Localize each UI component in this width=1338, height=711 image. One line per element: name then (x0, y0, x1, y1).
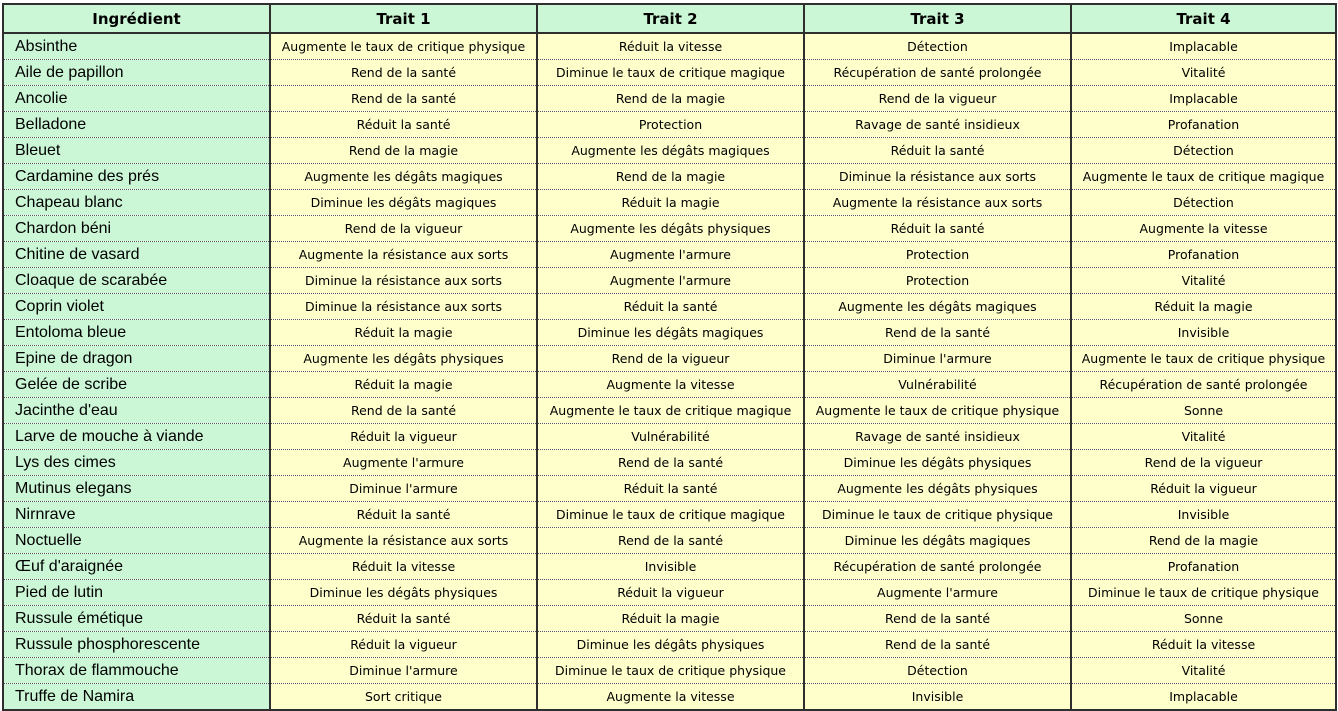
trait-2-cell[interactable]: Diminue les dégâts physiques (537, 632, 804, 658)
trait-3-cell[interactable]: Augmente la résistance aux sorts (804, 190, 1071, 216)
ingredient-name-cell[interactable]: Œuf d'araignée (3, 554, 270, 580)
trait-1-cell[interactable]: Réduit la santé (270, 112, 537, 138)
trait-4-cell[interactable]: Invisible (1071, 320, 1336, 346)
trait-3-cell[interactable]: Rend de la santé (804, 606, 1071, 632)
trait-4-cell[interactable]: Augmente la vitesse (1071, 216, 1336, 242)
table-row (3, 528, 1336, 554)
trait-3-cell[interactable]: Augmente le taux de critique physique (804, 398, 1071, 424)
trait-1-cell[interactable]: Réduit la vitesse (270, 554, 537, 580)
trait-4-cell[interactable]: Invisible (1071, 502, 1336, 528)
table-row (3, 606, 1336, 632)
ingredient-name-cell[interactable]: Cloaque de scarabée (3, 268, 270, 294)
spreadsheet-view (2, 3, 1337, 711)
trait-4-cell[interactable]: Vitalité (1071, 60, 1336, 86)
trait-2-cell[interactable]: Réduit la vigueur (537, 580, 804, 606)
trait-4-cell[interactable]: Diminue le taux de critique physique (1071, 580, 1336, 606)
table-row (3, 216, 1336, 242)
trait-1-cell[interactable]: Diminue l'armure (270, 658, 537, 684)
trait-2-cell[interactable]: Rend de la santé (537, 528, 804, 554)
table-row (3, 242, 1336, 268)
trait-3-cell[interactable]: Protection (804, 242, 1071, 268)
ingredient-name-cell[interactable]: Thorax de flammouche (3, 658, 270, 684)
trait-1-cell[interactable]: Augmente l'armure (270, 450, 537, 476)
trait-4-cell[interactable]: Profanation (1071, 554, 1336, 580)
header-ingredient[interactable]: Ingrédient (3, 4, 270, 33)
trait-1-cell[interactable]: Augmente la résistance aux sorts (270, 528, 537, 554)
trait-2-cell[interactable]: Augmente la vitesse (537, 684, 804, 711)
trait-1-cell[interactable]: Diminue la résistance aux sorts (270, 294, 537, 320)
trait-1-cell[interactable]: Rend de la santé (270, 60, 537, 86)
trait-3-cell[interactable]: Récupération de santé prolongée (804, 554, 1071, 580)
trait-3-cell[interactable]: Détection (804, 658, 1071, 684)
ingredient-name-cell[interactable]: Larve de mouche à viande (3, 424, 270, 450)
table-row (3, 190, 1336, 216)
trait-4-cell[interactable]: Implacable (1071, 86, 1336, 112)
trait-2-cell[interactable]: Augmente le taux de critique magique (537, 398, 804, 424)
trait-2-cell[interactable]: Réduit la magie (537, 190, 804, 216)
header-trait-4[interactable]: Trait 4 (1071, 4, 1336, 33)
trait-3-cell[interactable]: Détection (804, 33, 1071, 60)
trait-3-cell[interactable]: Rend de la vigueur (804, 86, 1071, 112)
table-row (3, 424, 1336, 450)
trait-1-cell[interactable]: Réduit la santé (270, 502, 537, 528)
table-row (3, 33, 1336, 60)
trait-2-cell[interactable]: Réduit la santé (537, 294, 804, 320)
trait-3-cell[interactable]: Augmente les dégâts physiques (804, 476, 1071, 502)
trait-3-cell[interactable]: Vulnérabilité (804, 372, 1071, 398)
trait-1-cell[interactable]: Rend de la vigueur (270, 216, 537, 242)
header-trait-2[interactable]: Trait 2 (537, 4, 804, 33)
ingredient-name-cell[interactable]: Belladone (3, 112, 270, 138)
trait-2-cell[interactable]: Diminue le taux de critique magique (537, 502, 804, 528)
table-row (3, 112, 1336, 138)
ingredient-name-cell[interactable]: Russule émétique (3, 606, 270, 632)
table-row (3, 554, 1336, 580)
trait-1-cell[interactable]: Diminue les dégâts magiques (270, 190, 537, 216)
ingredient-name-cell[interactable]: Absinthe (3, 33, 270, 60)
trait-4-cell[interactable]: Augmente le taux de critique magique (1071, 164, 1336, 190)
trait-3-cell[interactable]: Rend de la santé (804, 632, 1071, 658)
trait-2-cell[interactable]: Réduit la magie (537, 606, 804, 632)
trait-2-cell[interactable]: Augmente l'armure (537, 268, 804, 294)
table-row (3, 684, 1336, 711)
table-row (3, 580, 1336, 606)
table-row (3, 632, 1336, 658)
trait-4-cell[interactable]: Réduit la vitesse (1071, 632, 1336, 658)
trait-2-cell[interactable]: Augmente les dégâts physiques (537, 216, 804, 242)
ingredient-name-cell[interactable]: Epine de dragon (3, 346, 270, 372)
trait-2-cell[interactable]: Rend de la magie (537, 86, 804, 112)
trait-4-cell[interactable]: Rend de la magie (1071, 528, 1336, 554)
ingredient-name-cell[interactable]: Ancolie (3, 86, 270, 112)
trait-1-cell[interactable]: Augmente les dégâts physiques (270, 346, 537, 372)
table-row (3, 86, 1336, 112)
table-row (3, 502, 1336, 528)
trait-3-cell[interactable]: Diminue le taux de critique physique (804, 502, 1071, 528)
ingredient-name-cell[interactable]: Russule phosphorescente (3, 632, 270, 658)
table-row (3, 164, 1336, 190)
ingredient-name-cell[interactable]: Lys des cimes (3, 450, 270, 476)
table-row (3, 372, 1336, 398)
trait-3-cell[interactable]: Augmente les dégâts magiques (804, 294, 1071, 320)
trait-2-cell[interactable]: Rend de la vigueur (537, 346, 804, 372)
trait-2-cell[interactable]: Rend de la magie (537, 164, 804, 190)
trait-3-cell[interactable]: Rend de la santé (804, 320, 1071, 346)
trait-3-cell[interactable]: Réduit la santé (804, 216, 1071, 242)
table-row (3, 346, 1336, 372)
ingredients-table (2, 3, 1337, 711)
trait-3-cell[interactable]: Récupération de santé prolongée (804, 60, 1071, 86)
table-header (3, 4, 1336, 33)
trait-2-cell[interactable]: Augmente l'armure (537, 242, 804, 268)
ingredient-name-cell[interactable]: Bleuet (3, 138, 270, 164)
trait-2-cell[interactable]: Vulnérabilité (537, 424, 804, 450)
ingredient-name-cell[interactable]: Jacinthe d'eau (3, 398, 270, 424)
trait-4-cell[interactable]: Sonne (1071, 398, 1336, 424)
ingredient-name-cell[interactable]: Gelée de scribe (3, 372, 270, 398)
trait-4-cell[interactable]: Implacable (1071, 684, 1336, 711)
table-row (3, 320, 1336, 346)
trait-2-cell[interactable]: Rend de la santé (537, 450, 804, 476)
trait-1-cell[interactable]: Augmente les dégâts magiques (270, 164, 537, 190)
trait-4-cell[interactable]: Rend de la vigueur (1071, 450, 1336, 476)
trait-2-cell[interactable]: Diminue les dégâts magiques (537, 320, 804, 346)
trait-2-cell[interactable]: Réduit la vitesse (537, 33, 804, 60)
table-row (3, 658, 1336, 684)
trait-1-cell[interactable]: Diminue les dégâts physiques (270, 580, 537, 606)
ingredient-name-cell[interactable]: Aile de papillon (3, 60, 270, 86)
ingredient-name-cell[interactable]: Truffe de Namira (3, 684, 270, 711)
trait-4-cell[interactable]: Implacable (1071, 33, 1336, 60)
ingredient-name-cell[interactable]: Coprin violet (3, 294, 270, 320)
header-row (3, 4, 1336, 33)
table-row (3, 138, 1336, 164)
ingredient-name-cell[interactable]: Cardamine des prés (3, 164, 270, 190)
trait-4-cell[interactable]: Profanation (1071, 112, 1336, 138)
trait-3-cell[interactable]: Protection (804, 268, 1071, 294)
trait-1-cell[interactable]: Rend de la santé (270, 398, 537, 424)
trait-3-cell[interactable]: Réduit la santé (804, 138, 1071, 164)
trait-1-cell[interactable]: Réduit la vigueur (270, 424, 537, 450)
trait-1-cell[interactable]: Réduit la magie (270, 372, 537, 398)
trait-4-cell[interactable]: Vitalité (1071, 424, 1336, 450)
trait-3-cell[interactable]: Ravage de santé insidieux (804, 424, 1071, 450)
trait-4-cell[interactable]: Réduit la vigueur (1071, 476, 1336, 502)
table-row (3, 60, 1336, 86)
trait-1-cell[interactable]: Augmente le taux de critique physique (270, 33, 537, 60)
trait-3-cell[interactable]: Invisible (804, 684, 1071, 711)
trait-2-cell[interactable]: Protection (537, 112, 804, 138)
trait-1-cell[interactable]: Rend de la magie (270, 138, 537, 164)
table-row (3, 476, 1336, 502)
trait-1-cell[interactable]: Diminue l'armure (270, 476, 537, 502)
trait-4-cell[interactable]: Réduit la magie (1071, 294, 1336, 320)
trait-2-cell[interactable]: Réduit la santé (537, 476, 804, 502)
trait-4-cell[interactable]: Profanation (1071, 242, 1336, 268)
table-body (3, 33, 1336, 710)
ingredient-name-cell[interactable]: Noctuelle (3, 528, 270, 554)
ingredient-name-cell[interactable]: Pied de lutin (3, 580, 270, 606)
trait-1-cell[interactable]: Réduit la santé (270, 606, 537, 632)
ingredient-name-cell[interactable]: Chitine de vasard (3, 242, 270, 268)
trait-4-cell[interactable]: Sonne (1071, 606, 1336, 632)
trait-2-cell[interactable]: Augmente la vitesse (537, 372, 804, 398)
table-row (3, 398, 1336, 424)
trait-2-cell[interactable]: Diminue le taux de critique magique (537, 60, 804, 86)
trait-1-cell[interactable]: Réduit la vigueur (270, 632, 537, 658)
trait-2-cell[interactable]: Augmente les dégâts magiques (537, 138, 804, 164)
trait-2-cell[interactable]: Invisible (537, 554, 804, 580)
ingredient-name-cell[interactable]: Chardon béni (3, 216, 270, 242)
ingredient-name-cell[interactable]: Nirnrave (3, 502, 270, 528)
trait-3-cell[interactable]: Diminue les dégâts physiques (804, 450, 1071, 476)
trait-4-cell[interactable]: Détection (1071, 138, 1336, 164)
trait-2-cell[interactable]: Diminue le taux de critique physique (537, 658, 804, 684)
trait-3-cell[interactable]: Augmente l'armure (804, 580, 1071, 606)
trait-3-cell[interactable]: Diminue la résistance aux sorts (804, 164, 1071, 190)
trait-1-cell[interactable]: Augmente la résistance aux sorts (270, 242, 537, 268)
ingredient-name-cell[interactable]: Mutinus elegans (3, 476, 270, 502)
table-row (3, 268, 1336, 294)
trait-1-cell[interactable]: Réduit la magie (270, 320, 537, 346)
ingredient-name-cell[interactable]: Entoloma bleue (3, 320, 270, 346)
table-row (3, 450, 1336, 476)
trait-4-cell[interactable]: Détection (1071, 190, 1336, 216)
trait-4-cell[interactable]: Vitalité (1071, 658, 1336, 684)
trait-3-cell[interactable]: Ravage de santé insidieux (804, 112, 1071, 138)
trait-4-cell[interactable]: Récupération de santé prolongée (1071, 372, 1336, 398)
trait-1-cell[interactable]: Diminue la résistance aux sorts (270, 268, 537, 294)
header-trait-1[interactable]: Trait 1 (270, 4, 537, 33)
trait-3-cell[interactable]: Diminue les dégâts magiques (804, 528, 1071, 554)
ingredient-name-cell[interactable]: Chapeau blanc (3, 190, 270, 216)
table-row (3, 294, 1336, 320)
header-trait-3[interactable]: Trait 3 (804, 4, 1071, 33)
trait-3-cell[interactable]: Diminue l'armure (804, 346, 1071, 372)
trait-1-cell[interactable]: Sort critique (270, 684, 537, 711)
trait-1-cell[interactable]: Rend de la santé (270, 86, 537, 112)
trait-4-cell[interactable]: Augmente le taux de critique physique (1071, 346, 1336, 372)
trait-4-cell[interactable]: Vitalité (1071, 268, 1336, 294)
